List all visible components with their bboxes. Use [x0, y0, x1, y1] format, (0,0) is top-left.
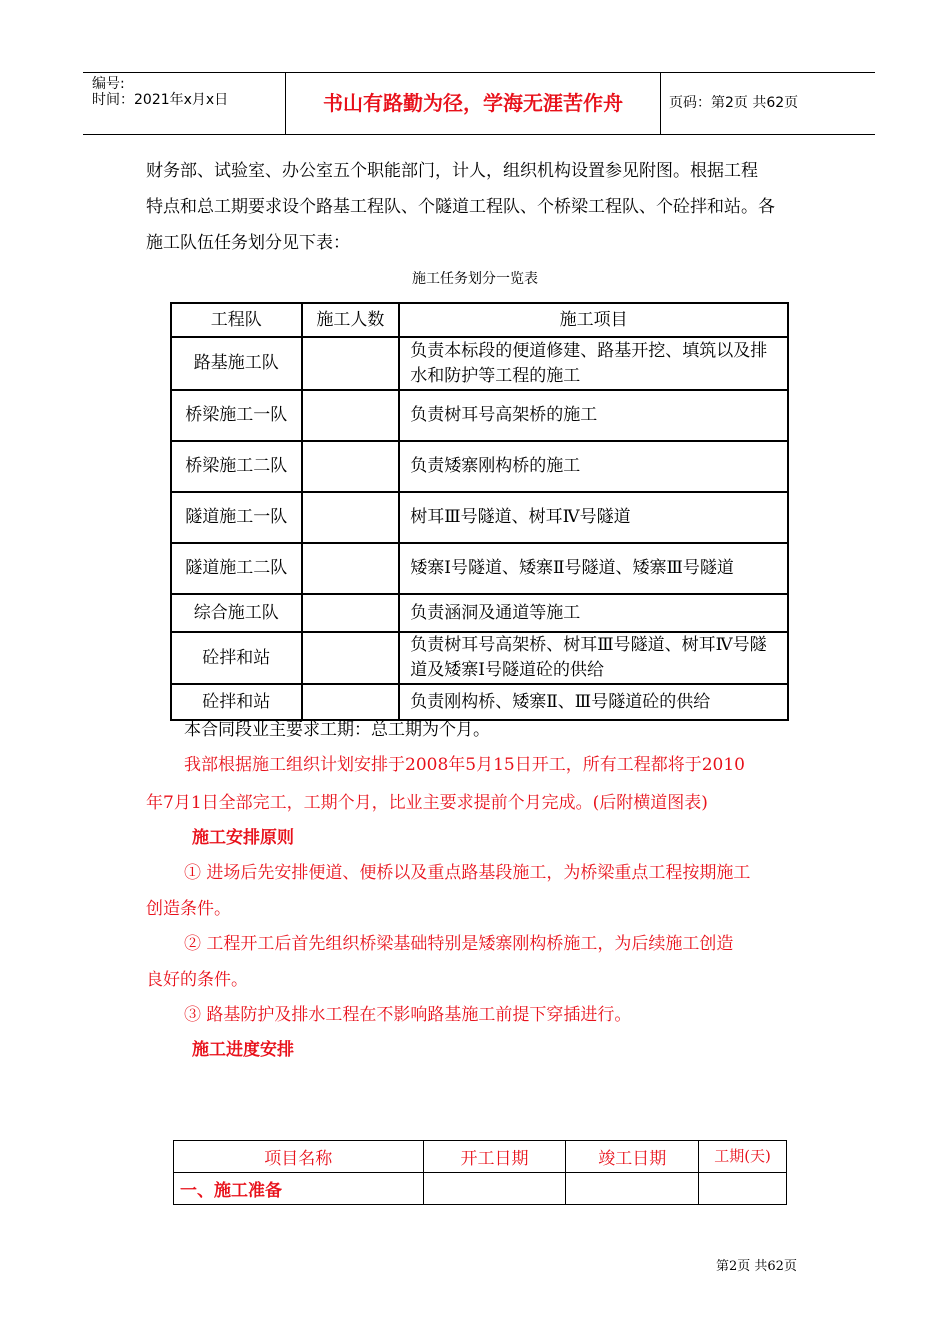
table-row [171, 632, 788, 684]
team-cell: 隧道施工一队 [171, 492, 302, 543]
project-name-cell: 一、施工准备 [174, 1173, 424, 1205]
page-header [83, 72, 875, 135]
schedule-line: 我部根据施工组织计划安排于2008年5月15日开工，所有工程都将于2010 [184, 755, 745, 775]
intro-line: 特点和总工期要求设个路基工程队、个隧道工程队、个桥梁工程队、个砼拌和站。各 [146, 197, 775, 217]
count-cell [302, 441, 400, 492]
principles-heading: 施工安排原则 [192, 828, 294, 848]
table-row [174, 1173, 787, 1205]
table-row [171, 390, 788, 441]
table-row [171, 492, 788, 543]
count-cell [302, 632, 400, 684]
principle-item: ③ 路基防护及排水工程在不影响路基施工前提下穿插进行。 [184, 1005, 632, 1025]
principle-item: ① 进场后先安排便道、便桥以及重点路基段施工，为桥梁重点工程按期施工 [184, 863, 751, 883]
scope-cell: 负责本标段的便道修建、路基开挖、填筑以及排水和防护等工程的施工 [399, 337, 788, 390]
intro-line: 施工队伍任务划分见下表： [146, 233, 350, 253]
table-row [171, 594, 788, 632]
end-cell [566, 1173, 699, 1205]
header-motto: 书山有路勤为径，学海无涯苦作舟 [285, 73, 661, 134]
start-cell [423, 1173, 566, 1205]
intro-paragraph [146, 153, 826, 261]
count-cell [302, 337, 400, 390]
principle-item-cont: 良好的条件。 [146, 970, 248, 990]
progress-table [173, 1140, 787, 1205]
count-cell [302, 543, 400, 594]
header-cell: 施工人数 [302, 303, 400, 337]
principle-item-cont: 创造条件。 [146, 899, 231, 919]
team-cell: 砼拌和站 [171, 632, 302, 684]
scope-cell: 负责涵洞及通道等施工 [399, 594, 788, 632]
scope-cell: 矮寨Ⅰ号隧道、矮寨Ⅱ号隧道、矮寨Ⅲ号隧道 [399, 543, 788, 594]
task-table [170, 302, 789, 721]
header-meta [83, 73, 285, 134]
team-cell: 桥梁施工一队 [171, 390, 302, 441]
days-cell [699, 1173, 787, 1205]
time-label: 时间：2021年x月x日 [92, 92, 229, 108]
header-cell: 开工日期 [423, 1141, 566, 1173]
count-cell [302, 594, 400, 632]
scope-cell: 负责矮寨刚构桥的施工 [399, 441, 788, 492]
count-cell [302, 492, 400, 543]
team-cell: 综合施工队 [171, 594, 302, 632]
team-cell: 路基施工队 [171, 337, 302, 390]
header-cell: 施工项目 [399, 303, 788, 337]
progress-heading: 施工进度安排 [192, 1040, 294, 1060]
table-caption: 施工任务划分一览表 [412, 271, 538, 287]
team-cell: 桥梁施工二队 [171, 441, 302, 492]
page-number-label: 页码：第2页 共62页 [669, 95, 799, 111]
scope-cell: 负责树耳号高架桥、树耳Ⅲ号隧道、树耳Ⅳ号隧道及矮寨Ⅰ号隧道砼的供给 [399, 632, 788, 684]
team-cell: 砼拌和站 [171, 684, 302, 720]
page-footer: 第2页 共62页 [716, 1259, 797, 1274]
header-cell: 工期(天) [699, 1141, 787, 1173]
contract-period-line: 本合同段业主要求工期：总工期为个月。 [184, 720, 490, 740]
code-label: 编号: [92, 76, 125, 92]
table-row [171, 441, 788, 492]
scope-cell: 负责刚构桥、矮寨Ⅱ、Ⅲ号隧道砼的供给 [399, 684, 788, 720]
principle-item: ② 工程开工后首先组织桥梁基础特别是矮寨刚构桥施工，为后续施工创造 [184, 934, 734, 954]
scope-cell: 负责树耳号高架桥的施工 [399, 390, 788, 441]
schedule-line: 年7月1日全部完工，工期个月，比业主要求提前个月完成。(后附横道图表) [146, 793, 708, 813]
table-row [171, 337, 788, 390]
header-cell: 项目名称 [174, 1141, 424, 1173]
table-header-row [174, 1141, 787, 1173]
scope-cell: 树耳Ⅲ号隧道、树耳Ⅳ号隧道 [399, 492, 788, 543]
table-header-row [171, 303, 788, 337]
team-cell: 隧道施工二队 [171, 543, 302, 594]
header-cell: 工程队 [171, 303, 302, 337]
header-cell: 竣工日期 [566, 1141, 699, 1173]
table-row [171, 543, 788, 594]
count-cell [302, 390, 400, 441]
intro-line: 财务部、试验室、办公室五个职能部门，计人，组织机构设置参见附图。根据工程 [146, 161, 758, 181]
